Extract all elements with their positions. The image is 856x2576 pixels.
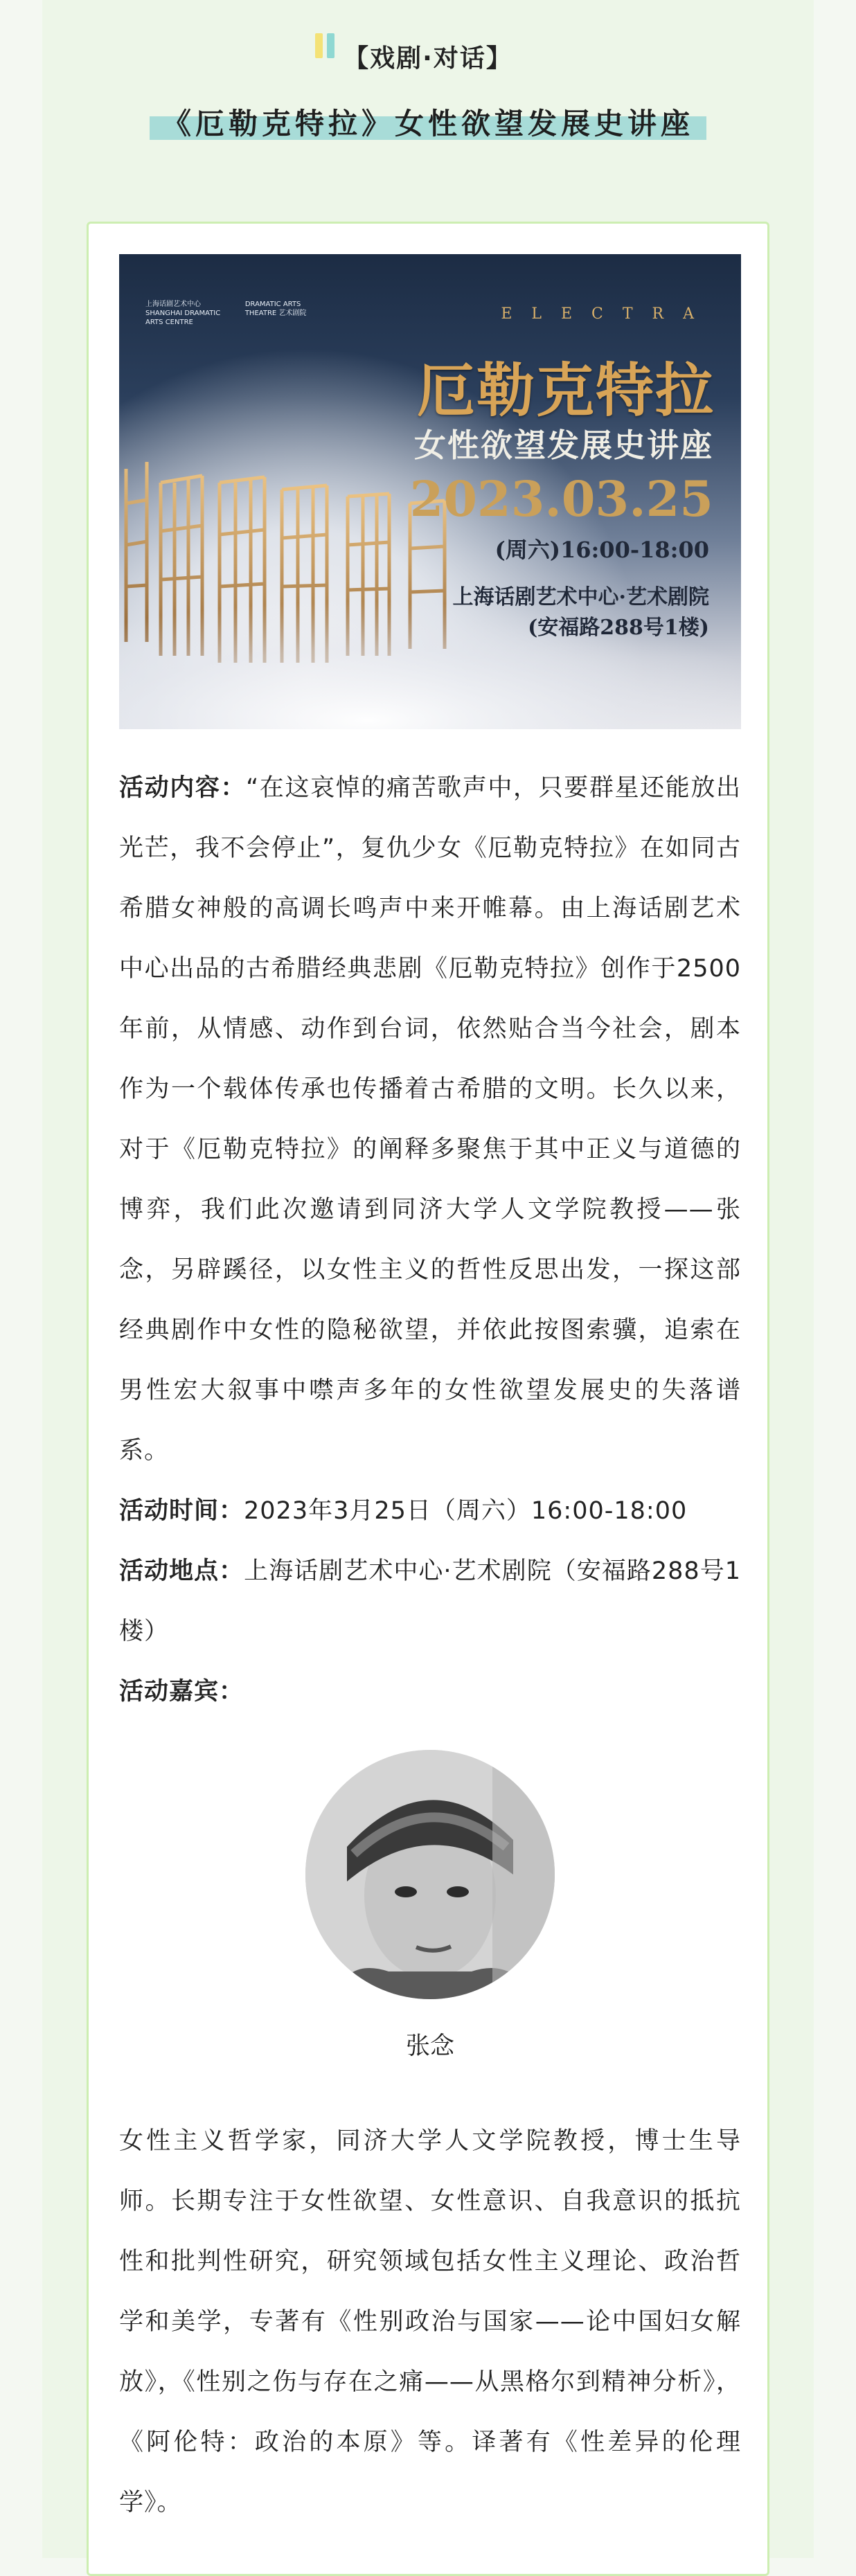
event-poster xyxy=(119,254,741,729)
guest-block xyxy=(119,1750,741,2061)
place-label: 活动地点： xyxy=(119,1557,244,1585)
page-title xyxy=(150,101,706,143)
place-value: 上海话剧艺术中心·艺术剧院（安福路288号1楼） xyxy=(119,1557,741,1645)
time-label: 活动时间： xyxy=(119,1497,244,1525)
guest-paragraph xyxy=(119,1662,741,1722)
place-paragraph xyxy=(119,1541,741,1662)
poster-logos xyxy=(145,300,328,327)
guest-avatar xyxy=(305,1750,555,1999)
article-page xyxy=(42,0,814,2558)
guest-name: 张念 xyxy=(405,2032,454,2060)
poster-address: (安福路288号1楼) xyxy=(528,616,709,640)
poster-venue: 上海话剧艺术中心·艺术剧院 xyxy=(452,585,709,609)
guest-bio: 女性主义哲学家，同济大学人文学院教授，博士生导师。长期专注于女性欲望、女性意识、自我意识的抵抗性和批判性研究，研究领域包括女性主义理论、政治哲学和美学，专著有《性别政治与国家——论中国妇女解放》，《性别之伤与存在之痛——从黑格尔到精神分析》，《阿伦特：政治的本原》等。译著有《性差异的伦理学》。 xyxy=(119,2127,741,2516)
intro-text: “在这哀悼的痛苦歌声中，只要群星还能放出光芒，我不会停止”，复仇少女《厄勒克特拉》在如同古希腊女神般的高调长鸣声中来开帷幕。由上海话剧艺术中心出品的古希腊经典悲剧《厄勒克特拉》创作于2500年前，从情感、动作到台词，依然贴合当今社会，剧本作为一个载体传承也传播着古希腊的文明。长久以来，对于《厄勒克特拉》的阐释多聚焦于其中正义与道德的博弈，我们此次邀请到同济大学人文学院教授——张念，另辟蹊径，以女性主义的哲性反思出发，一探这部经典剧作中女性的隐秘欲望，并依此按图索骥，追索在男性宏大叙事中噤声多年的女性欲望发展史的失落谱系。 xyxy=(119,774,741,1465)
page-title-text: 《厄勒克特拉》女性欲望发展史讲座 xyxy=(161,107,694,141)
time-value: 2023年3月25日（周六）16:00-18:00 xyxy=(244,1497,688,1525)
poster-subtitle: 女性欲望发展史讲座 xyxy=(414,427,713,464)
title-wrap xyxy=(42,101,814,143)
intro-label: 活动内容： xyxy=(119,774,247,802)
time-paragraph xyxy=(119,1481,741,1541)
sdac-logo: 上海话剧艺术中心 SHANGHAI DRAMATIC ARTS CENTRE xyxy=(145,301,221,326)
theatre-logo: DRAMATIC ARTS THEATRE 艺术剧院 xyxy=(244,301,307,317)
content-card xyxy=(87,222,769,2576)
poster-date: 2023.03.25 xyxy=(409,470,713,528)
poster-time: (周六)16:00-18:00 xyxy=(494,537,709,563)
article-body xyxy=(119,758,741,2533)
guest-portrait xyxy=(305,1750,555,1999)
intro-paragraph xyxy=(119,758,741,1481)
poster-english-title: ELECTRA xyxy=(501,305,713,323)
guest-label: 活动嘉宾： xyxy=(119,1678,244,1706)
section-eyebrow: 【戏剧·对话】 xyxy=(344,44,512,73)
poster-title: 厄勒克特拉 xyxy=(416,356,715,424)
